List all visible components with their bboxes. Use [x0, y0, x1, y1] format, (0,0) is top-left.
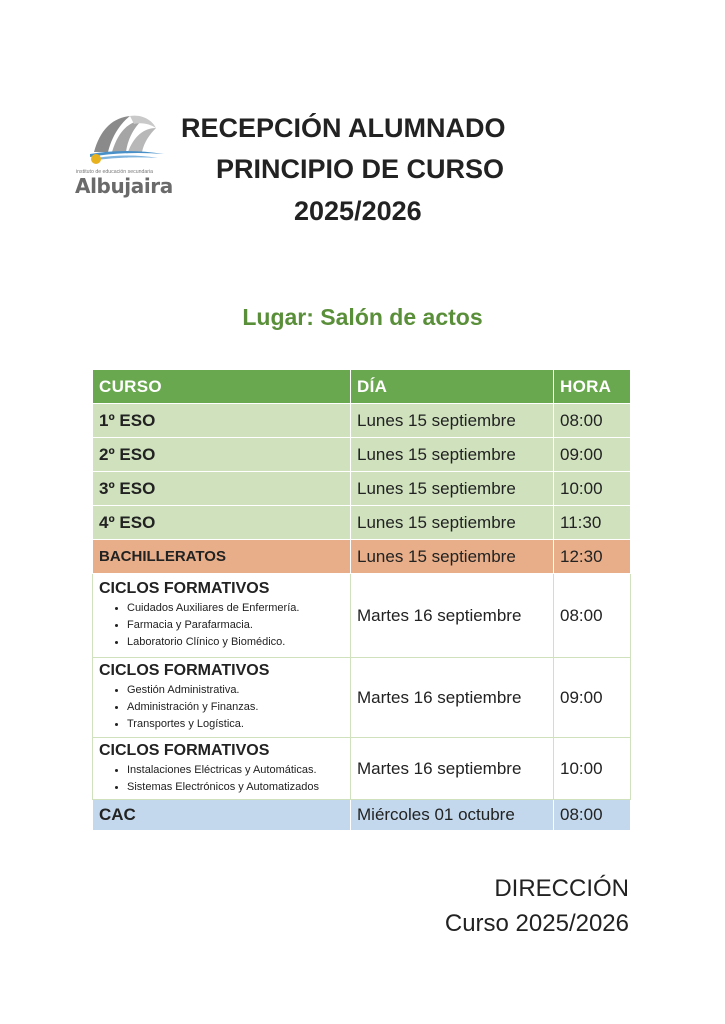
header-dia: DÍA — [351, 370, 554, 404]
cell-hora: 08:00 — [554, 574, 631, 658]
cell-curso: 1º ESO — [93, 404, 351, 438]
table-row — [93, 404, 631, 438]
table-row — [93, 658, 631, 738]
table-row — [93, 540, 631, 574]
list-item: • Laboratorio Clínico y Biomédico. — [127, 634, 344, 651]
list-item: • Farmacia y Parafarmacia. — [127, 617, 344, 634]
cell-hora: 09:00 — [554, 658, 631, 738]
cell-hora: 08:00 — [554, 800, 631, 831]
schedule-table — [92, 369, 631, 831]
list-item: • Transportes y Logística. — [127, 716, 344, 733]
cell-hora: 10:00 — [554, 738, 631, 800]
list-item: • Sistemas Electrónicos y Automatizados — [127, 779, 344, 796]
ciclo-list — [99, 762, 344, 796]
cell-curso — [93, 574, 351, 658]
cell-curso: BACHILLERATOS — [93, 540, 351, 574]
list-item: • Cuidados Auxiliares de Enfermería. — [127, 600, 344, 617]
list-item: • Instalaciones Eléctricas y Automáticas. — [127, 762, 344, 779]
logo-emblem-icon — [72, 110, 176, 170]
cell-dia: Martes 16 septiembre — [351, 658, 554, 738]
title-line-1: RECEPCIÓN ALUMNADO — [181, 113, 506, 143]
cell-dia: Martes 16 septiembre — [351, 738, 554, 800]
ciclo-title: CICLOS FORMATIVOS — [99, 580, 270, 597]
logo-tagline: instituto de educación secundaria — [76, 169, 153, 175]
footer-course: Curso 2025/2026 — [444, 910, 629, 937]
cell-dia: Lunes 15 septiembre — [351, 540, 554, 574]
ciclo-title: CICLOS FORMATIVOS — [99, 662, 270, 679]
place-label: Lugar: Salón de actos — [242, 304, 483, 330]
cell-curso — [93, 658, 351, 738]
cell-hora: 11:30 — [554, 506, 631, 540]
cell-curso: 3º ESO — [93, 472, 351, 506]
header-curso: CURSO — [93, 370, 351, 404]
title-line-3: 2025/2026 — [294, 196, 422, 226]
cell-curso: 4º ESO — [93, 506, 351, 540]
cell-dia: Martes 16 septiembre — [351, 574, 554, 658]
cell-curso: CAC — [93, 800, 351, 831]
cell-curso — [93, 738, 351, 800]
cell-dia: Lunes 15 septiembre — [351, 472, 554, 506]
table-row — [93, 800, 631, 831]
cell-hora: 12:30 — [554, 540, 631, 574]
logo-brand-name: Albujaira — [75, 174, 173, 198]
table-row — [93, 438, 631, 472]
ciclo-list — [99, 600, 344, 651]
header-hora: HORA — [554, 370, 631, 404]
cell-hora: 08:00 — [554, 404, 631, 438]
cell-dia: Lunes 15 septiembre — [351, 404, 554, 438]
footer-direction: DIRECCIÓN — [494, 875, 629, 902]
table-row — [93, 506, 631, 540]
list-item: • Administración y Finanzas. — [127, 699, 344, 716]
table-header-row — [93, 370, 631, 404]
title-line-2: PRINCIPIO DE CURSO — [216, 154, 505, 184]
table-row — [93, 472, 631, 506]
ciclo-list — [99, 682, 344, 733]
table-row — [93, 574, 631, 658]
cell-hora: 09:00 — [554, 438, 631, 472]
ciclo-title: CICLOS FORMATIVOS — [99, 741, 270, 759]
cell-curso: 2º ESO — [93, 438, 351, 472]
cell-hora: 10:00 — [554, 472, 631, 506]
cell-dia: Miércoles 01 octubre — [351, 800, 554, 831]
cell-dia: Lunes 15 septiembre — [351, 438, 554, 472]
list-item: • Gestión Administrativa. — [127, 682, 344, 699]
table-row — [93, 738, 631, 800]
cell-dia: Lunes 15 septiembre — [351, 506, 554, 540]
school-logo — [72, 110, 176, 200]
